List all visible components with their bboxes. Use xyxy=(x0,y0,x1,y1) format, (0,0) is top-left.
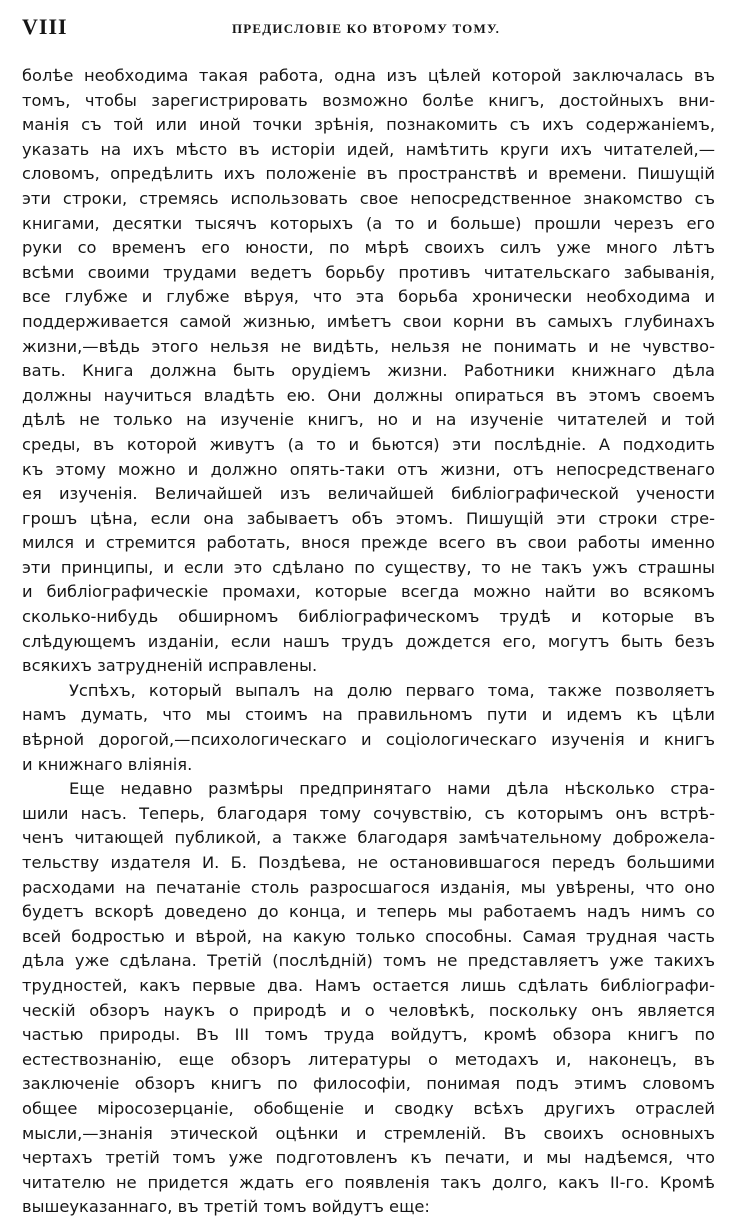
text-line: и книжнаго вліянія. xyxy=(22,754,193,774)
text-line: трудностей, какъ первые два. Намъ остается лишь сдѣлать библіографи- xyxy=(22,975,715,995)
text-line: вышеуказаннаго, въ третій томъ войдутъ еще: xyxy=(22,1197,430,1217)
text-line: должны научиться владѣть ею. Они должны опираться въ этомъ своемъ xyxy=(22,385,715,405)
text-line: къ этому можно и должно опять-таки отъ жизни, отъ непосредственаго xyxy=(22,459,715,479)
text-line: всѣми своими трудами ведетъ борьбу противъ читательскаго забыванія, xyxy=(22,262,715,282)
paragraph xyxy=(22,679,715,777)
text-line: всей бодростью и вѣрой, на какую только способны. Самая трудная часть xyxy=(22,926,715,946)
text-line: эти принципы, и если это сдѣлано по существу, то не такъ ужъ страшны xyxy=(22,557,715,577)
text-line: заключеніе обзоръ книгъ по философіи, понимая подъ этимъ словомъ xyxy=(22,1074,715,1094)
text-line: расходами на печатаніе столь разросшагося изданія, мы увѣрены, что оно xyxy=(22,877,715,897)
text-line: естествознанію, еще обзоръ литературы о методахъ и, наконецъ, въ xyxy=(22,1049,715,1069)
text-line: вать. Книга должна быть орудіемъ жизни. Работники книжнаго дѣла xyxy=(22,361,715,381)
text-line: словомъ, опредѣлить ихъ положеніе въ пространствѣ и времени. Пишущій xyxy=(22,164,715,184)
text-line: и библіографическіе промахи, которые всегда можно найти во всякомъ xyxy=(22,582,715,602)
text-line: шили насъ. Теперь, благодаря тому сочувствію, съ которымъ онъ встрѣ- xyxy=(22,803,715,823)
paragraph xyxy=(22,64,715,679)
text-line: ческій обзоръ наукъ о природѣ и о человѣкѣ, поскольку онъ является xyxy=(22,1000,715,1020)
body-text xyxy=(22,64,715,1220)
text-line: грошъ цѣна, если она забываетъ объ этомъ. Пишущій эти строки стре- xyxy=(22,508,715,528)
text-line: жизни,—вѣдь этого нельзя не видѣть, нельзя не понимать и не чувство- xyxy=(22,336,715,356)
text-line: вѣрной дорогой,—психологическаго и соціологическаго изученія и книгъ xyxy=(22,730,715,750)
text-line: томъ, чтобы зарегистрировать возможно болѣе книгъ, достойныхъ вни- xyxy=(22,90,715,110)
text-line: слѣдующемъ изданіи, если нашъ трудъ дождется его, могутъ быть безъ xyxy=(22,631,715,651)
text-line: поддерживается самой жизнью, имѣетъ свои корни въ самыхъ глубинахъ xyxy=(22,311,715,331)
text-line: дѣлѣ не только на изученіе книгъ, но и на изученіе читателей и той xyxy=(22,410,715,430)
text-line: намъ думать, что мы стоимъ на правильномъ пути и идемъ къ цѣли xyxy=(22,705,715,725)
page-number: VIII xyxy=(22,14,68,39)
text-line: книгами, десятки тысячъ которыхъ (а то и больше) прошли черезъ его xyxy=(22,213,715,233)
text-line: будетъ вскорѣ доведено до конца, и теперь мы работаемъ надъ нимъ со xyxy=(22,902,715,922)
text-line: чертахъ третій томъ уже подготовленъ къ печати, и мы надѣемся, что xyxy=(22,1148,715,1168)
text-line: все глубже и глубже вѣруя, что эта борьба хронически необходима и xyxy=(22,287,715,307)
text-line: среды, въ которой живутъ (а то и бьются) эти послѣдніе. А подходить xyxy=(22,434,715,454)
text-line: общее міросозерцаніе, обобщеніе и сводку всѣхъ другихъ отраслей xyxy=(22,1098,715,1118)
text-line: мысли,—знанія этической оцѣнки и стремленій. Въ своихъ основныхъ xyxy=(22,1123,715,1143)
text-line: частью природы. Въ III томъ труда войдутъ, кромѣ обзора книгъ по xyxy=(22,1025,715,1045)
text-line: сколько-нибудь обширномъ библіографическомъ трудѣ и которые въ xyxy=(22,607,715,627)
text-line: ея изученія. Величайшей изъ величайшей библіографической учености xyxy=(22,484,715,504)
running-title: ПРЕДИСЛОВІЕ КО ВТОРОМУ ТОМУ. xyxy=(231,21,501,36)
text-line: тельству издателя И. Б. Поздѣева, не остановившагося передъ большими xyxy=(22,853,715,872)
text-line: всякихъ затрудненій исправлены. xyxy=(22,656,318,676)
paragraph xyxy=(22,777,715,1220)
text-line: манія съ той или иной точки зрѣнія, познакомить съ ихъ содержаніемъ, xyxy=(22,115,715,135)
text-line: мился и стремится работать, внося прежде всего въ свои работы именно xyxy=(22,533,715,553)
text-line: читателю не придется ждать его появленія такъ долго, какъ II-го. Кромѣ xyxy=(22,1172,715,1192)
text-line: руки со временъ его юности, по мѣрѣ своихъ силъ уже много лѣтъ xyxy=(22,238,715,258)
text-line: болѣе необходима такая работа, одна изъ цѣлей которой заключалась въ xyxy=(22,66,715,85)
text-line: эти строки, стремясь использовать свое непосредственное знакомство съ xyxy=(22,188,715,208)
text-line: Еще недавно размѣры предпринятаго нами дѣла нѣсколько стра- xyxy=(69,779,715,799)
text-line: Успѣхъ, который выпалъ на долю перваго тома, также позволяетъ xyxy=(69,680,715,700)
text-line: дѣла уже сдѣлана. Третій (послѣдній) томъ не представляетъ уже такихъ xyxy=(22,951,715,971)
text-line: указать на ихъ мѣсто въ исторіи идей, намѣтить круги ихъ читателей,— xyxy=(22,139,715,159)
text-line: ченъ читающей публикой, а также благодаря замѣчательному доброжела- xyxy=(22,828,715,848)
page-header xyxy=(22,14,710,46)
